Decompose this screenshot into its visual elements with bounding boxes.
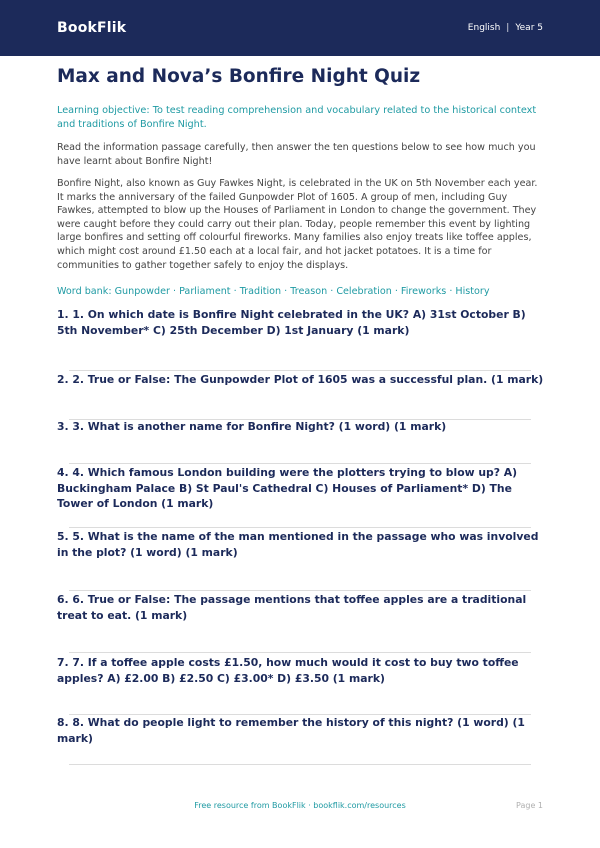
instructions-text: Read the information passage carefully, then answer the ten questions below to see how much you have learnt about Bonfire Night!: [57, 142, 536, 167]
question-7: 7. 7. If a toffee apple costs £1.50, how much would it cost to buy two toffee apples? A) £2.00 B) £2.50 C) £3.00* D) £3.50 (1 mark): [57, 656, 519, 685]
question-1: 1. 1. On which date is Bonfire Night celebrated in the UK? A) 31st October B) 5th November* C) 25th December D) 1st January (1 mark): [57, 308, 526, 337]
answer-line-8[interactable]: [69, 764, 531, 765]
word-bank: Word bank: Gunpowder · Parliament · Tradition · Treason · Celebration · Fireworks · History: [57, 286, 490, 298]
answer-line-4[interactable]: [69, 527, 531, 528]
question-3: 3. 3. What is another name for Bonfire Night? (1 word) (1 mark): [57, 420, 447, 433]
page-header: [0, 0, 600, 56]
answer-line-1[interactable]: [69, 370, 531, 371]
learning-objective: Learning objective: To test reading comprehension and vocabulary related to the historical context and traditions of Bonfire Night.: [57, 105, 537, 130]
subject-label: English: [467, 23, 501, 33]
question-2: 2. 2. True or False: The Gunpowder Plot of 1605 was a successful plan. (1 mark): [57, 373, 544, 386]
reading-passage: Bonfire Night, also known as Guy Fawkes Night, is celebrated in the UK on 5th November each year. It marks the anniversary of the failed Gunpowder Plot of 1605. A group of men, including Guy Fawkes, attempted to blow up the Houses of Parliament in London to change the government. They were caught before they could carry out their plan. Today, people remember this event by lighting large bonfires and setting off colourful fireworks. Many families also enjoy treats like toffee apples, which might cost around £1.50 each at a local fair, and hot jacket potatoes. It is a time for communities to gather together safely to enjoy the displays.: [57, 178, 538, 271]
answer-line-5[interactable]: [69, 590, 531, 591]
answer-line-3[interactable]: [69, 463, 531, 464]
header-separator: |: [506, 23, 510, 33]
footer-credit-link[interactable]: Free resource from BookFlik · bookflik.com/resources: [194, 801, 406, 810]
question-8: 8. 8. What do people light to remember the history of this night? (1 word) (1 mark): [57, 716, 525, 745]
question-4: 4. 4. Which famous London building were the plotters trying to blow up? A) Buckingham Palace B) St Paul's Cathedral C) Houses of Parliament* D) The Tower of London (1 mark): [57, 466, 518, 510]
page-footer: [0, 801, 600, 815]
year-label: Year 5: [515, 23, 543, 33]
question-6: 6. 6. True or False: The passage mentions that toffee apples are a traditional treat to eat. (1 mark): [57, 593, 527, 622]
question-5: 5. 5. What is the name of the man mentioned in the passage who was involved in the plot? (1 word) (1 mark): [57, 530, 539, 559]
answer-line-6[interactable]: [69, 652, 531, 653]
subject-year-label: [468, 23, 543, 33]
intro-section: [57, 66, 545, 316]
brand-logo-text: BookFlik: [57, 20, 127, 36]
page-title: Max and Nova’s Bonfire Night Quiz: [57, 66, 421, 87]
page-number: Page 1: [516, 801, 543, 810]
